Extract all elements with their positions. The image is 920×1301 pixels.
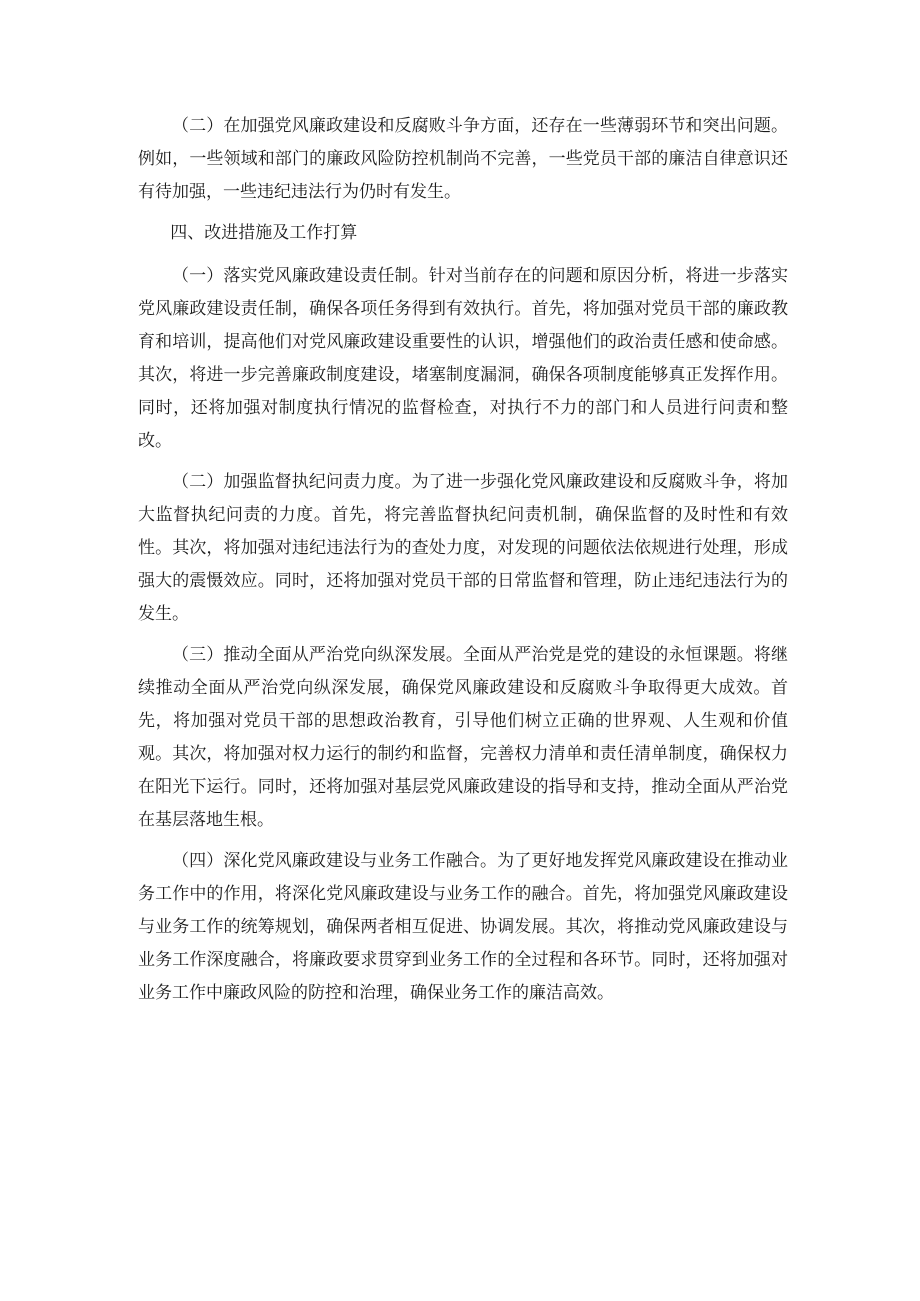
paragraph-weak-links: （二）在加强党风廉政建设和反腐败斗争方面，还存在一些薄弱环节和突出问题。例如，一些领域和部门的廉政风险防控机制尚不完善，一些党员干部的廉洁自律意识还有待加强，一些违纪违法行为仍时有发生。: [138, 116, 788, 202]
document-body: [138, 110, 788, 1018]
paragraph-measure-4: （四）深化党风廉政建设与业务工作融合。为了更好地发挥党风廉政建设在推动业务工作中的作用，将深化党风廉政建设与业务工作的融合。首先，将加强党风廉政建设与业务工作的统筹规划，确保两者相互促进、协调发展。其次，将推动党风廉政建设与业务工作深度融合，将廉政要求贯穿到业务工作的全过程和各环节。同时，还将加强对业务工作中廉政风险的防控和治理，确保业务工作的廉洁高效。: [138, 851, 788, 1003]
paragraph-measure-1: （一）落实党风廉政建设责任制。针对当前存在的问题和原因分析，将进一步落实党风廉政建设责任制，确保各项任务得到有效执行。首先，将加强对党员干部的廉政教育和培训，提高他们对党风廉政建设重要性的认识，增强他们的政治责任感和使命感。其次，将进一步完善廉政制度建设，堵塞制度漏洞，确保各项制度能够真正发挥作用。同时，还将加强对制度执行情况的监督检查，对执行不力的部门和人员进行问责和整改。: [138, 266, 788, 451]
paragraph-measure-3: （三）推动全面从严治党向纵深发展。全面从严治党是党的建设的永恒课题。将继续推动全面从严治党向纵深发展，确保党风廉政建设和反腐败斗争取得更大成效。首先，将加强对党员干部的思想政治教育，引导他们树立正确的世界观、人生观和价值观。其次，将加强对权力运行的制约和监督，完善权力清单和责任清单制度，确保权力在阳光下运行。同时，还将加强对基层党风廉政建设的指导和支持，推动全面从严治党在基层落地生根。: [138, 645, 788, 830]
section-heading-improvements: 四、改进措施及工作打算: [170, 223, 358, 243]
paragraph-measure-2: （二）加强监督执纪问责力度。为了进一步强化党风廉政建设和反腐败斗争，将加大监督执纪问责的力度。首先，将完善监督执纪问责机制，确保监督的及时性和有效性。其次，将加强对违纪违法行为的查处力度，对发现的问题依法依规进行处理，形成强大的震慑效应。同时，还将加强对党员干部的日常监督和管理，防止违纪违法行为的发生。: [138, 472, 788, 624]
